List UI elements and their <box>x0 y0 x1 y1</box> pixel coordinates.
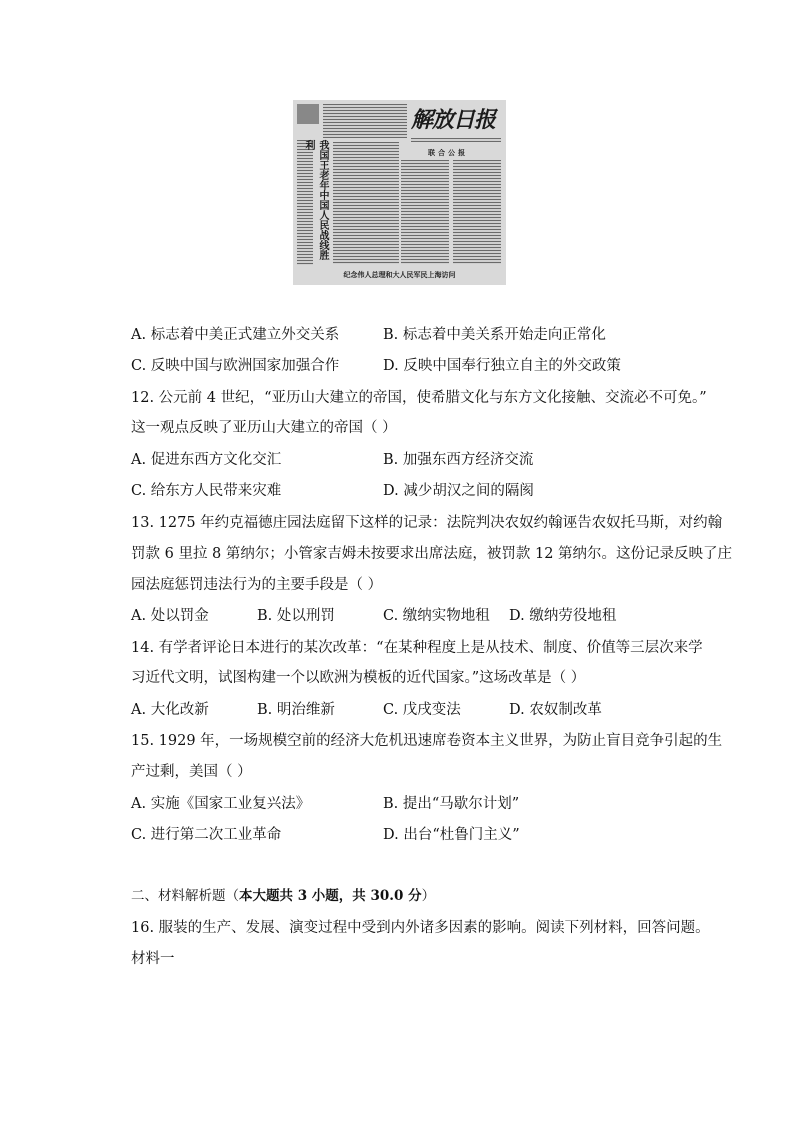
q14-stem-line2: 习近代文明，试图构建一个以欧洲为模板的近代国家。”这场改革是（ ） <box>131 670 586 686</box>
q12-option-d: D. 减少胡汉之间的隔阂 <box>383 483 534 499</box>
q13-stem-line3: 园法庭惩罚违法行为的主要手段是（ ） <box>131 577 383 593</box>
newspaper-communique-col1 <box>401 160 449 264</box>
q15-stem-line1: 15. 1929 年，一场规模空前的经济大危机迅速席卷资本主义世界，为防止盲目竞争引起的生 <box>131 733 723 749</box>
q15-stem-line2: 产过剩，美国（ ） <box>131 764 252 780</box>
q16-stem-line1: 16. 服装的生产、发展、演变过程中受到内外诸多因素的影响。阅读下列材料，回答问题。 <box>131 920 710 936</box>
q13-stem-line2: 罚款 6 里拉 8 第纳尔；小管家吉姆未按要求出席法庭，被罚款 12 第纳尔。这份记录反映了庄 <box>131 546 733 562</box>
q13-option-b: B. 处以刑罚 <box>257 608 335 624</box>
newspaper-communique-col2 <box>453 160 501 264</box>
q15-option-a: A. 实施《国家工业复兴法》 <box>131 796 311 812</box>
q15-option-c: C. 进行第二次工业革命 <box>131 827 282 843</box>
q13-option-c: C. 缴纳实物地租 <box>383 608 490 624</box>
newspaper-article-body <box>333 142 399 264</box>
q12-stem-line1: 12. 公元前 4 世纪，“亚历山大建立的帝国，使希腊文化与东方文化接触、交流必不可免。” <box>131 390 707 406</box>
q12-option-b: B. 加强东西方经济交流 <box>383 452 534 468</box>
q13-option-a: A. 处以罚金 <box>131 608 209 624</box>
newspaper-image <box>293 100 506 285</box>
q11-option-a: A. 标志着中美正式建立外交关系 <box>131 327 340 343</box>
section-2-title <box>131 886 435 906</box>
section-2-detail: 本大题共 3 小题，共 30.0 分 <box>239 888 422 904</box>
newspaper-left-column <box>297 140 313 265</box>
section-2-prefix: 二、材料解析题（ <box>131 888 239 904</box>
q13-stem-line1: 13. 1275 年约克福德庄园法庭留下这样的记录：法院判决农奴约翰诬告农奴托马斯，对约翰 <box>131 515 723 531</box>
q12-option-c: C. 给东方人民带来灾难 <box>131 483 282 499</box>
newspaper-masthead: 解放日报 <box>411 107 496 133</box>
newspaper-caption: 纪念伟人总理和大人民军民上海访问 <box>343 270 456 279</box>
q15-option-b: B. 提出“马歇尔计划” <box>383 796 520 812</box>
newspaper-logo-box <box>297 104 319 124</box>
q12-option-a: A. 促进东西方文化交汇 <box>131 452 282 468</box>
q12-stem-line2: 这一观点反映了亚历山大建立的帝国（ ） <box>131 420 397 436</box>
newspaper-date-line <box>411 138 501 142</box>
newspaper-headline: 我国王老年中国人民战线胜利 <box>303 140 328 260</box>
newspaper-subhead: 联合公报 <box>428 148 468 157</box>
q15-option-d: D. 出台“杜鲁门主义” <box>383 827 520 843</box>
q14-option-c: C. 戊戌变法 <box>383 702 461 718</box>
q11-option-d: D. 反映中国奉行独立自主的外交政策 <box>383 358 621 374</box>
newspaper-top-text <box>323 104 407 138</box>
q13-option-d: D. 缴纳劳役地租 <box>509 608 617 624</box>
q11-option-c: C. 反映中国与欧洲国家加强合作 <box>131 358 340 374</box>
q14-option-b: B. 明治维新 <box>257 702 335 718</box>
q11-option-b: B. 标志着中美关系开始走向正常化 <box>383 327 606 343</box>
section-2-suffix: ） <box>421 888 436 904</box>
q14-stem-line1: 14. 有学者评论日本进行的某次改革：“在某种程度上是从技术、制度、价值等三层次来学 <box>131 640 703 656</box>
q14-option-d: D. 农奴制改革 <box>509 702 602 718</box>
q14-option-a: A. 大化改新 <box>131 702 209 718</box>
q16-material-label: 材料一 <box>131 951 175 967</box>
